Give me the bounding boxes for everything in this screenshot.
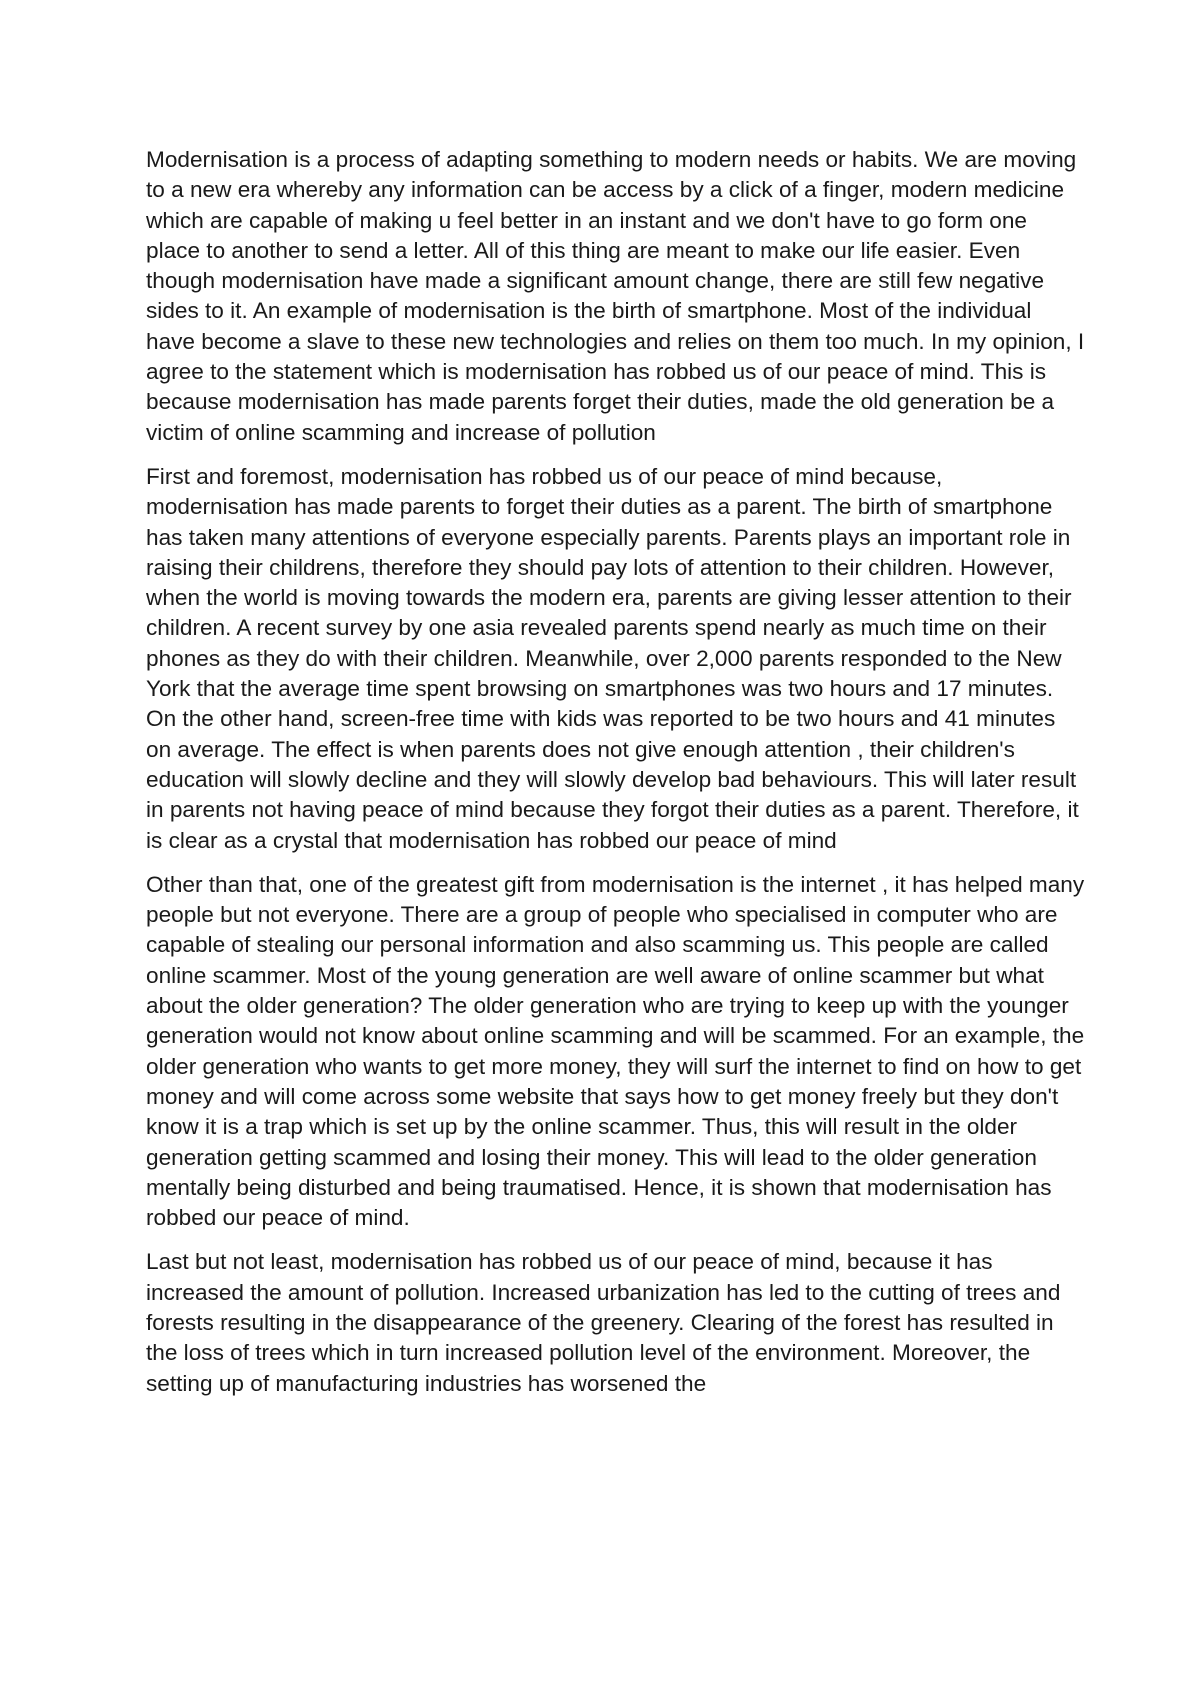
paragraph-parents-duties: First and foremost, modernisation has robbed us of our peace of mind because, modernisation has made parents to forget their duties as a parent. The birth of smartphone has taken many attentions of everyone especially parents. Parents plays an important role in raising their childrens, therefore they should pay lots of attention to their children. However, when the world is moving towards the modern era, parents are giving lesser attention to their children. A recent survey by one asia revealed parents spend nearly as much time on their phones as they do with their children. Meanwhile, over 2,000 parents responded to the New York that the average time spent browsing on smartphones was two hours and 17 minutes. On the other hand, screen-free time with kids was reported to be two hours and 41 minutes on average. The effect is when parents does not give enough attention , their children's education will slowly decline and they will slowly develop bad behaviours. This will later result in parents not having peace of mind because they forgot their duties as a parent. Therefore, it is clear as a crystal that modernisation has robbed our peace of mind: [146, 463, 1079, 853]
paragraph-online-scamming: Other than that, one of the greatest gift from modernisation is the internet , it has helped many people but not everyone. There are a group of people who specialised in computer who are capable of stealing our personal information and also scamming us. This people are called online scammer. Most of the young generation are well aware of online scammer but what about the older generation? The older generation who are trying to keep up with the younger generation would not know about online scamming and will be scammed. For an example, the older generation who wants to get more money, they will surf the internet to find on how to get money and will come across some website that says how to get money freely but they don't know it is a trap which is set up by the online scammer. Thus, this will result in the older generation getting scammed and losing their money. This will lead to the older generation mentally being disturbed and being traumatised. Hence, it is shown that modernisation has robbed our peace of mind.: [146, 871, 1085, 1231]
paragraph-introduction: Modernisation is a process of adapting something to modern needs or habits. We are moving to a new era whereby any information can be access by a click of a finger, modern medicine which are capable of making u feel better in an instant and we don't have to go form one place to another to send a letter. All of this thing are meant to make our life easier. Even though modernisation have made a significant amount change, there are still few negative sides to it. An example of modernisation is the birth of smartphone. Most of the individual have become a slave to these new technologies and relies on them too much. In my opinion, I agree to the statement which is modernisation has robbed us of our peace of mind. This is because modernisation has made parents forget their duties, made the old generation be a victim of online scamming and increase of pollution: [146, 147, 1085, 445]
paragraph-pollution: Last but not least, modernisation has robbed us of our peace of mind, because it has increased the amount of pollution. Increased urbanization has led to the cutting of trees and forests resulting in the disappearance of the greenery. Clearing of the forest has resulted in the loss of trees which in turn increased pollution level of the environment. Moreover, the setting up of manufacturing industries has worsened the: [146, 1249, 1061, 1396]
document-body: [146, 145, 1086, 1413]
